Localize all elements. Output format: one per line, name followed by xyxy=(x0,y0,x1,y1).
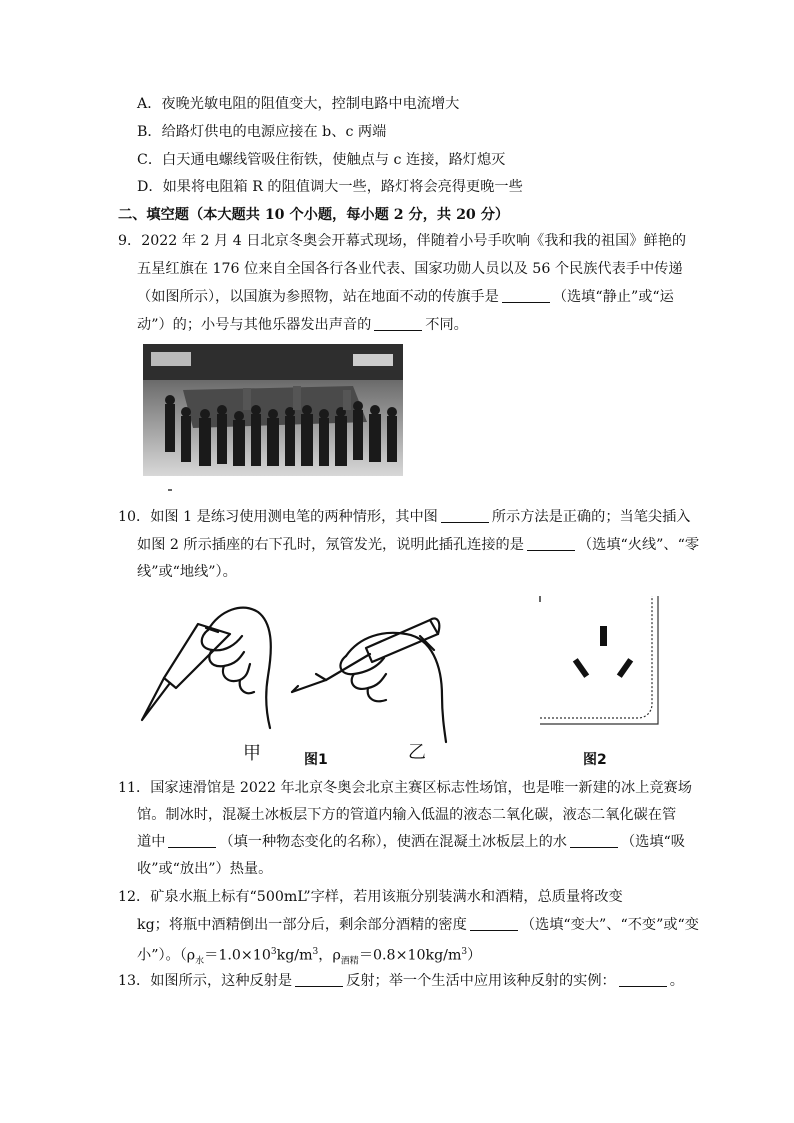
answer-blank xyxy=(374,316,422,331)
q9-line2: 五星红旗在 176 位来自全国各行各业代表、国家功勋人员以及 56 个民族代表手中传递 xyxy=(137,261,683,277)
answer-blank xyxy=(441,508,489,523)
ceremony-photo xyxy=(143,344,403,476)
figure1-caption: 图1 xyxy=(304,752,328,768)
q9-line3: （如图所示），以国旗为参照物，站在地面不动的传旗手是 （选填“静止”或“运 xyxy=(137,289,674,305)
test-pen-figure xyxy=(140,596,480,746)
q12-line3: 小”）。（$\rho_水=1.0\times 10^3kg/m^3$，$\rho_{酒精}=0.8\times 10kg/m^3$） xyxy=(137,947,482,967)
answer-blank xyxy=(527,536,575,551)
q11-line1: 11．国家速滑馆是 2022 年北京冬奥会北京主赛区标志性场馆，也是唯一新建的冰上竞赛场 xyxy=(118,780,692,796)
answer-blank xyxy=(470,916,518,931)
q13-line1: 13．如图所示，这种反射是 反射；举一个生活中应用该种反射的实例： 。 xyxy=(118,973,684,989)
q11-line2: 馆。制冰时，混凝土冰板层下方的管道内输入低温的液态二氧化碳，液态二氧化碳在管 xyxy=(137,807,677,823)
socket-figure xyxy=(530,592,670,734)
answer-blank xyxy=(295,972,343,987)
option-d: D．如果将电阻箱 R 的阻值调大一些，路灯将会亮得更晚一些 xyxy=(137,179,523,195)
label-jia: 甲 xyxy=(243,743,261,764)
q12-line1: 12．矿泉水瓶上标有“500mL”字样，若用该瓶分别装满水和酒精，总质量将改变 xyxy=(118,889,623,905)
label-yi: 乙 xyxy=(408,742,426,763)
answer-blank xyxy=(570,833,618,848)
speck xyxy=(168,489,172,491)
figure2-caption: 图2 xyxy=(583,752,607,768)
q10-line2: 如图 2 所示插座的右下孔时，氖管发光，说明此插孔连接的是 （选填“火线”、“零 xyxy=(137,537,700,553)
q11-line3: 道中 （填一种物态变化的名称），使洒在混凝土冰板层上的水 （选填“吸 xyxy=(137,834,685,850)
answer-blank xyxy=(502,288,550,303)
q12-line2: kg；将瓶中酒精倒出一部分后，剩余部分酒精的密度 （选填“变大”、“不变”或“变 xyxy=(137,917,699,933)
q10-line1: 10．如图 1 是练习使用测电笔的两种情形，其中图 所示方法是正确的；当笔尖插入 xyxy=(118,509,691,525)
q11-line4: 收”或“放出”）热量。 xyxy=(137,861,273,877)
option-c: C．白天通电螺线管吸住衔铁，使触点与 c 连接，路灯熄灭 xyxy=(137,152,506,168)
section-title: 二、填空题（本大题共 10 个小题，每小题 2 分，共 20 分） xyxy=(118,207,510,223)
q9-line1: 9．2022 年 2 月 4 日北京冬奥会开幕式现场，伴随着小号手吹响《我和我的祖国》鲜艳的 xyxy=(118,233,687,249)
option-b: B．给路灯供电的电源应接在 b、c 两端 xyxy=(137,124,387,140)
option-a: A．夜晚光敏电阻的阻值变大，控制电路中电流增大 xyxy=(137,96,460,112)
q10-line3: 线”或“地线”）。 xyxy=(137,564,237,580)
answer-blank xyxy=(619,972,667,987)
answer-blank xyxy=(168,833,216,848)
q9-line4: 动”）的；小号与其他乐器发出声音的 不同。 xyxy=(137,317,468,333)
